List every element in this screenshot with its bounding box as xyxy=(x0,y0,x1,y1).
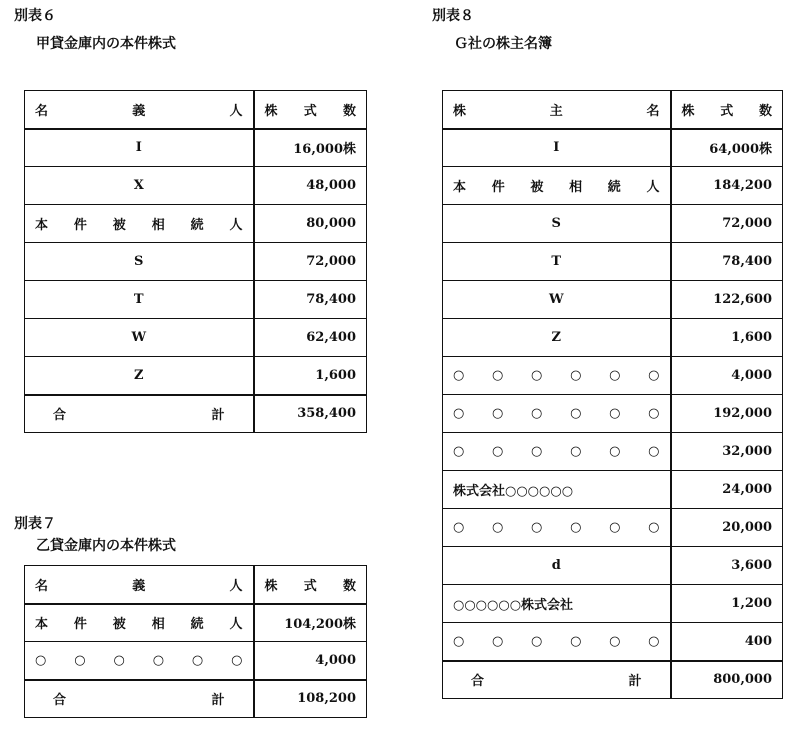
share-count: 192,000 xyxy=(671,395,783,433)
share-count: 78,400 xyxy=(254,281,367,319)
table-row xyxy=(443,129,783,167)
holder-name: 株式会社○○○○○○ xyxy=(443,471,671,509)
holder-name: Z xyxy=(443,319,671,357)
share-count: 4,000 xyxy=(671,357,783,395)
table-row xyxy=(443,357,783,395)
holder-name: T xyxy=(25,281,254,319)
table8-total-label: 合 計 xyxy=(443,661,671,699)
table8 xyxy=(442,90,783,699)
share-count: 400 xyxy=(671,623,783,661)
holder-name: X xyxy=(25,167,254,205)
table6-total-row xyxy=(25,395,367,433)
table-row xyxy=(25,642,367,680)
share-count: 64,000株 xyxy=(671,129,783,167)
holder-name: ○○○○○○ xyxy=(443,509,671,547)
holder-name: S xyxy=(25,243,254,281)
table-row xyxy=(25,243,367,281)
table7-total-qty: 108,200 xyxy=(254,680,367,718)
share-count: 104,200株 xyxy=(254,604,367,642)
table7-header-name: 名 義 人 xyxy=(25,566,254,604)
table7-total-label: 合 計 xyxy=(25,680,254,718)
table-row xyxy=(25,281,367,319)
table8-total-row xyxy=(443,661,783,699)
table7-total-row xyxy=(25,680,367,718)
holder-name: ○○○○○○ xyxy=(443,623,671,661)
table6 xyxy=(24,90,367,433)
table6-header-qty: 株 式 数 xyxy=(254,91,367,129)
table6-header-row xyxy=(25,91,367,129)
table6-total-label: 合 計 xyxy=(25,395,254,433)
share-count: 62,400 xyxy=(254,319,367,357)
holder-name: T xyxy=(443,243,671,281)
table-row xyxy=(443,509,783,547)
holder-name: ○○○○○○ xyxy=(443,357,671,395)
holder-name: ○○○○○○株式会社 xyxy=(443,585,671,623)
share-count: 72,000 xyxy=(671,205,783,243)
table-row xyxy=(443,205,783,243)
table8-label: 別表８ xyxy=(432,8,474,24)
holder-name: S xyxy=(443,205,671,243)
holder-name: ○○○○○○ xyxy=(443,395,671,433)
share-count: 80,000 xyxy=(254,205,367,243)
table6-subtitle: 甲貸金庫内の本件株式 xyxy=(36,36,176,52)
table8-subtitle: Ｇ社の株主名簿 xyxy=(454,36,552,52)
table-row xyxy=(443,433,783,471)
table-row xyxy=(443,243,783,281)
share-count: 122,600 xyxy=(671,281,783,319)
share-count: 78,400 xyxy=(671,243,783,281)
table8-total-qty: 800,000 xyxy=(671,661,783,699)
table-row xyxy=(443,281,783,319)
share-count: 4,000 xyxy=(254,642,367,680)
share-count: 184,200 xyxy=(671,167,783,205)
holder-name: 本件被相続人 xyxy=(25,604,254,642)
table7-header-qty: 株 式 数 xyxy=(254,566,367,604)
table-row xyxy=(25,319,367,357)
holder-name: Z xyxy=(25,357,254,395)
share-count: 16,000株 xyxy=(254,129,367,167)
holder-name: I xyxy=(25,129,254,167)
holder-name: 本件被相続人 xyxy=(443,167,671,205)
share-count: 1,600 xyxy=(254,357,367,395)
share-count: 24,000 xyxy=(671,471,783,509)
table6-label: 別表６ xyxy=(14,8,56,24)
table7-label: 別表７ xyxy=(14,516,56,532)
share-count: 32,000 xyxy=(671,433,783,471)
table6-header-name: 名 義 人 xyxy=(25,91,254,129)
holder-name: ○○○○○○ xyxy=(443,433,671,471)
table-row xyxy=(25,129,367,167)
holder-name: W xyxy=(443,281,671,319)
table8-header-name: 株 主 名 xyxy=(443,91,671,129)
table-row xyxy=(25,205,367,243)
table7-subtitle: 乙貸金庫内の本件株式 xyxy=(36,538,176,554)
table-row xyxy=(443,547,783,585)
share-count: 1,200 xyxy=(671,585,783,623)
holder-name: W xyxy=(25,319,254,357)
table7 xyxy=(24,565,367,718)
table-row xyxy=(443,319,783,357)
table-row xyxy=(443,167,783,205)
share-count: 3,600 xyxy=(671,547,783,585)
table-row xyxy=(443,471,783,509)
table-row xyxy=(443,623,783,661)
table8-header-row xyxy=(443,91,783,129)
table-row xyxy=(25,167,367,205)
share-count: 72,000 xyxy=(254,243,367,281)
table-row xyxy=(443,395,783,433)
share-count: 1,600 xyxy=(671,319,783,357)
holder-name: 本件被相続人 xyxy=(25,205,254,243)
table-row xyxy=(25,357,367,395)
table-row xyxy=(25,604,367,642)
table8-header-qty: 株 式 数 xyxy=(671,91,783,129)
holder-name: I xyxy=(443,129,671,167)
share-count: 48,000 xyxy=(254,167,367,205)
share-count: 20,000 xyxy=(671,509,783,547)
table6-total-qty: 358,400 xyxy=(254,395,367,433)
table-row xyxy=(443,585,783,623)
holder-name: ○○○○○○ xyxy=(25,642,254,680)
holder-name: d xyxy=(443,547,671,585)
table7-header-row xyxy=(25,566,367,604)
